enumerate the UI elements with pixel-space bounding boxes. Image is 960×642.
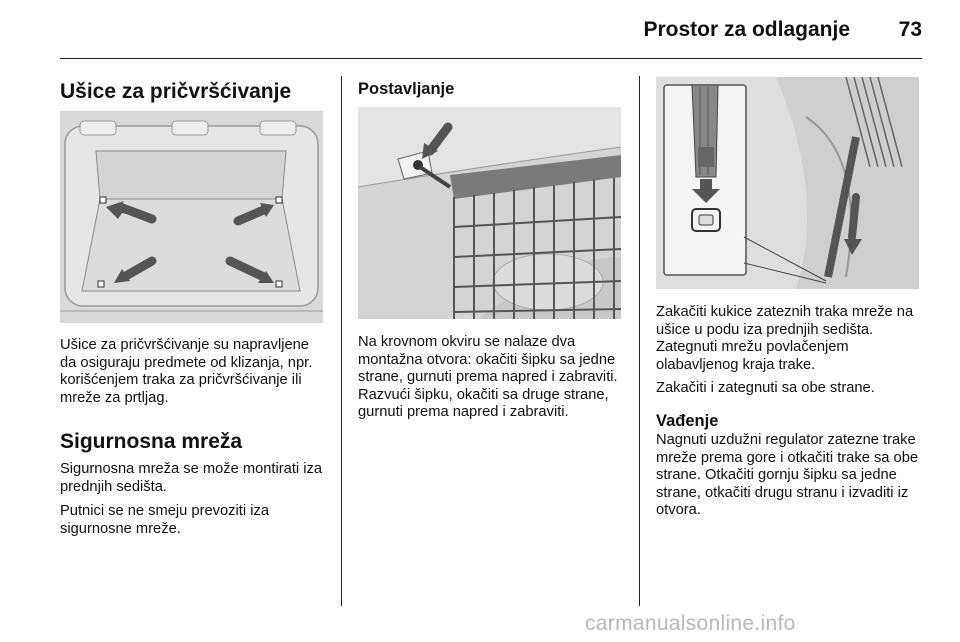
column-divider-2 bbox=[639, 76, 640, 606]
header-rule bbox=[60, 58, 922, 59]
paragraph-tie-down-eyes: Ušice za pričvršćivanje su napravljene da osiguraju predmete od klizanja, npr. korišćenjem traka za pričvršćivanje ili mreže za prtljag. bbox=[60, 337, 313, 406]
running-header-title: Prostor za odlaganje bbox=[643, 18, 850, 41]
watermark: carmanualsonline.info bbox=[585, 612, 796, 635]
paragraph-both-sides: Zakačiti i zategnuti sa obe strane. bbox=[656, 380, 875, 396]
section-heading-safety-net: Sigurnosna mreža bbox=[60, 430, 243, 453]
figure-net-installation bbox=[358, 107, 621, 319]
figure-net-strap-hooks bbox=[656, 77, 919, 289]
paragraph-removal: Nagnuti uzdužni regulator zatezne trake mreže prema gore i otkačiti trake sa obe strane. Otkačiti gornju šipku sa jedne strane, otkačiti drugu stranu i izvaditi iz otvora. bbox=[656, 432, 919, 519]
figure-cargo-floor-eyes bbox=[60, 111, 323, 323]
paragraph-safety-net-mount: Sigurnosna mreža se može montirati iza prednjih sedišta. bbox=[60, 461, 323, 495]
subheading-removal: Vađenje bbox=[656, 412, 719, 430]
page-number: 73 bbox=[898, 18, 922, 41]
section-heading-tie-down-eyes: Ušice za pričvršćivanje bbox=[60, 80, 292, 103]
paragraph-installation: Na krovnom okviru se nalaze dva montažna otvora: okačiti šipku sa jedne strane, gurnuti prema napred i zabraviti. Razvući šipku, okačiti sa druge strane, gurnuti prema napred i zabraviti. bbox=[358, 334, 618, 421]
column-divider-1 bbox=[341, 76, 342, 606]
paragraph-safety-net-passengers: Putnici se ne smeju prevoziti iza sigurnosne mreže. bbox=[60, 503, 269, 537]
subheading-installation: Postavljanje bbox=[358, 80, 455, 98]
paragraph-attach-hooks: Zakačiti kukice zateznih traka mreže na ušice u podu iza prednjih sedišta. Zategnuti mrežu povlačenjem olabavljenog kraja trake. bbox=[656, 304, 914, 373]
